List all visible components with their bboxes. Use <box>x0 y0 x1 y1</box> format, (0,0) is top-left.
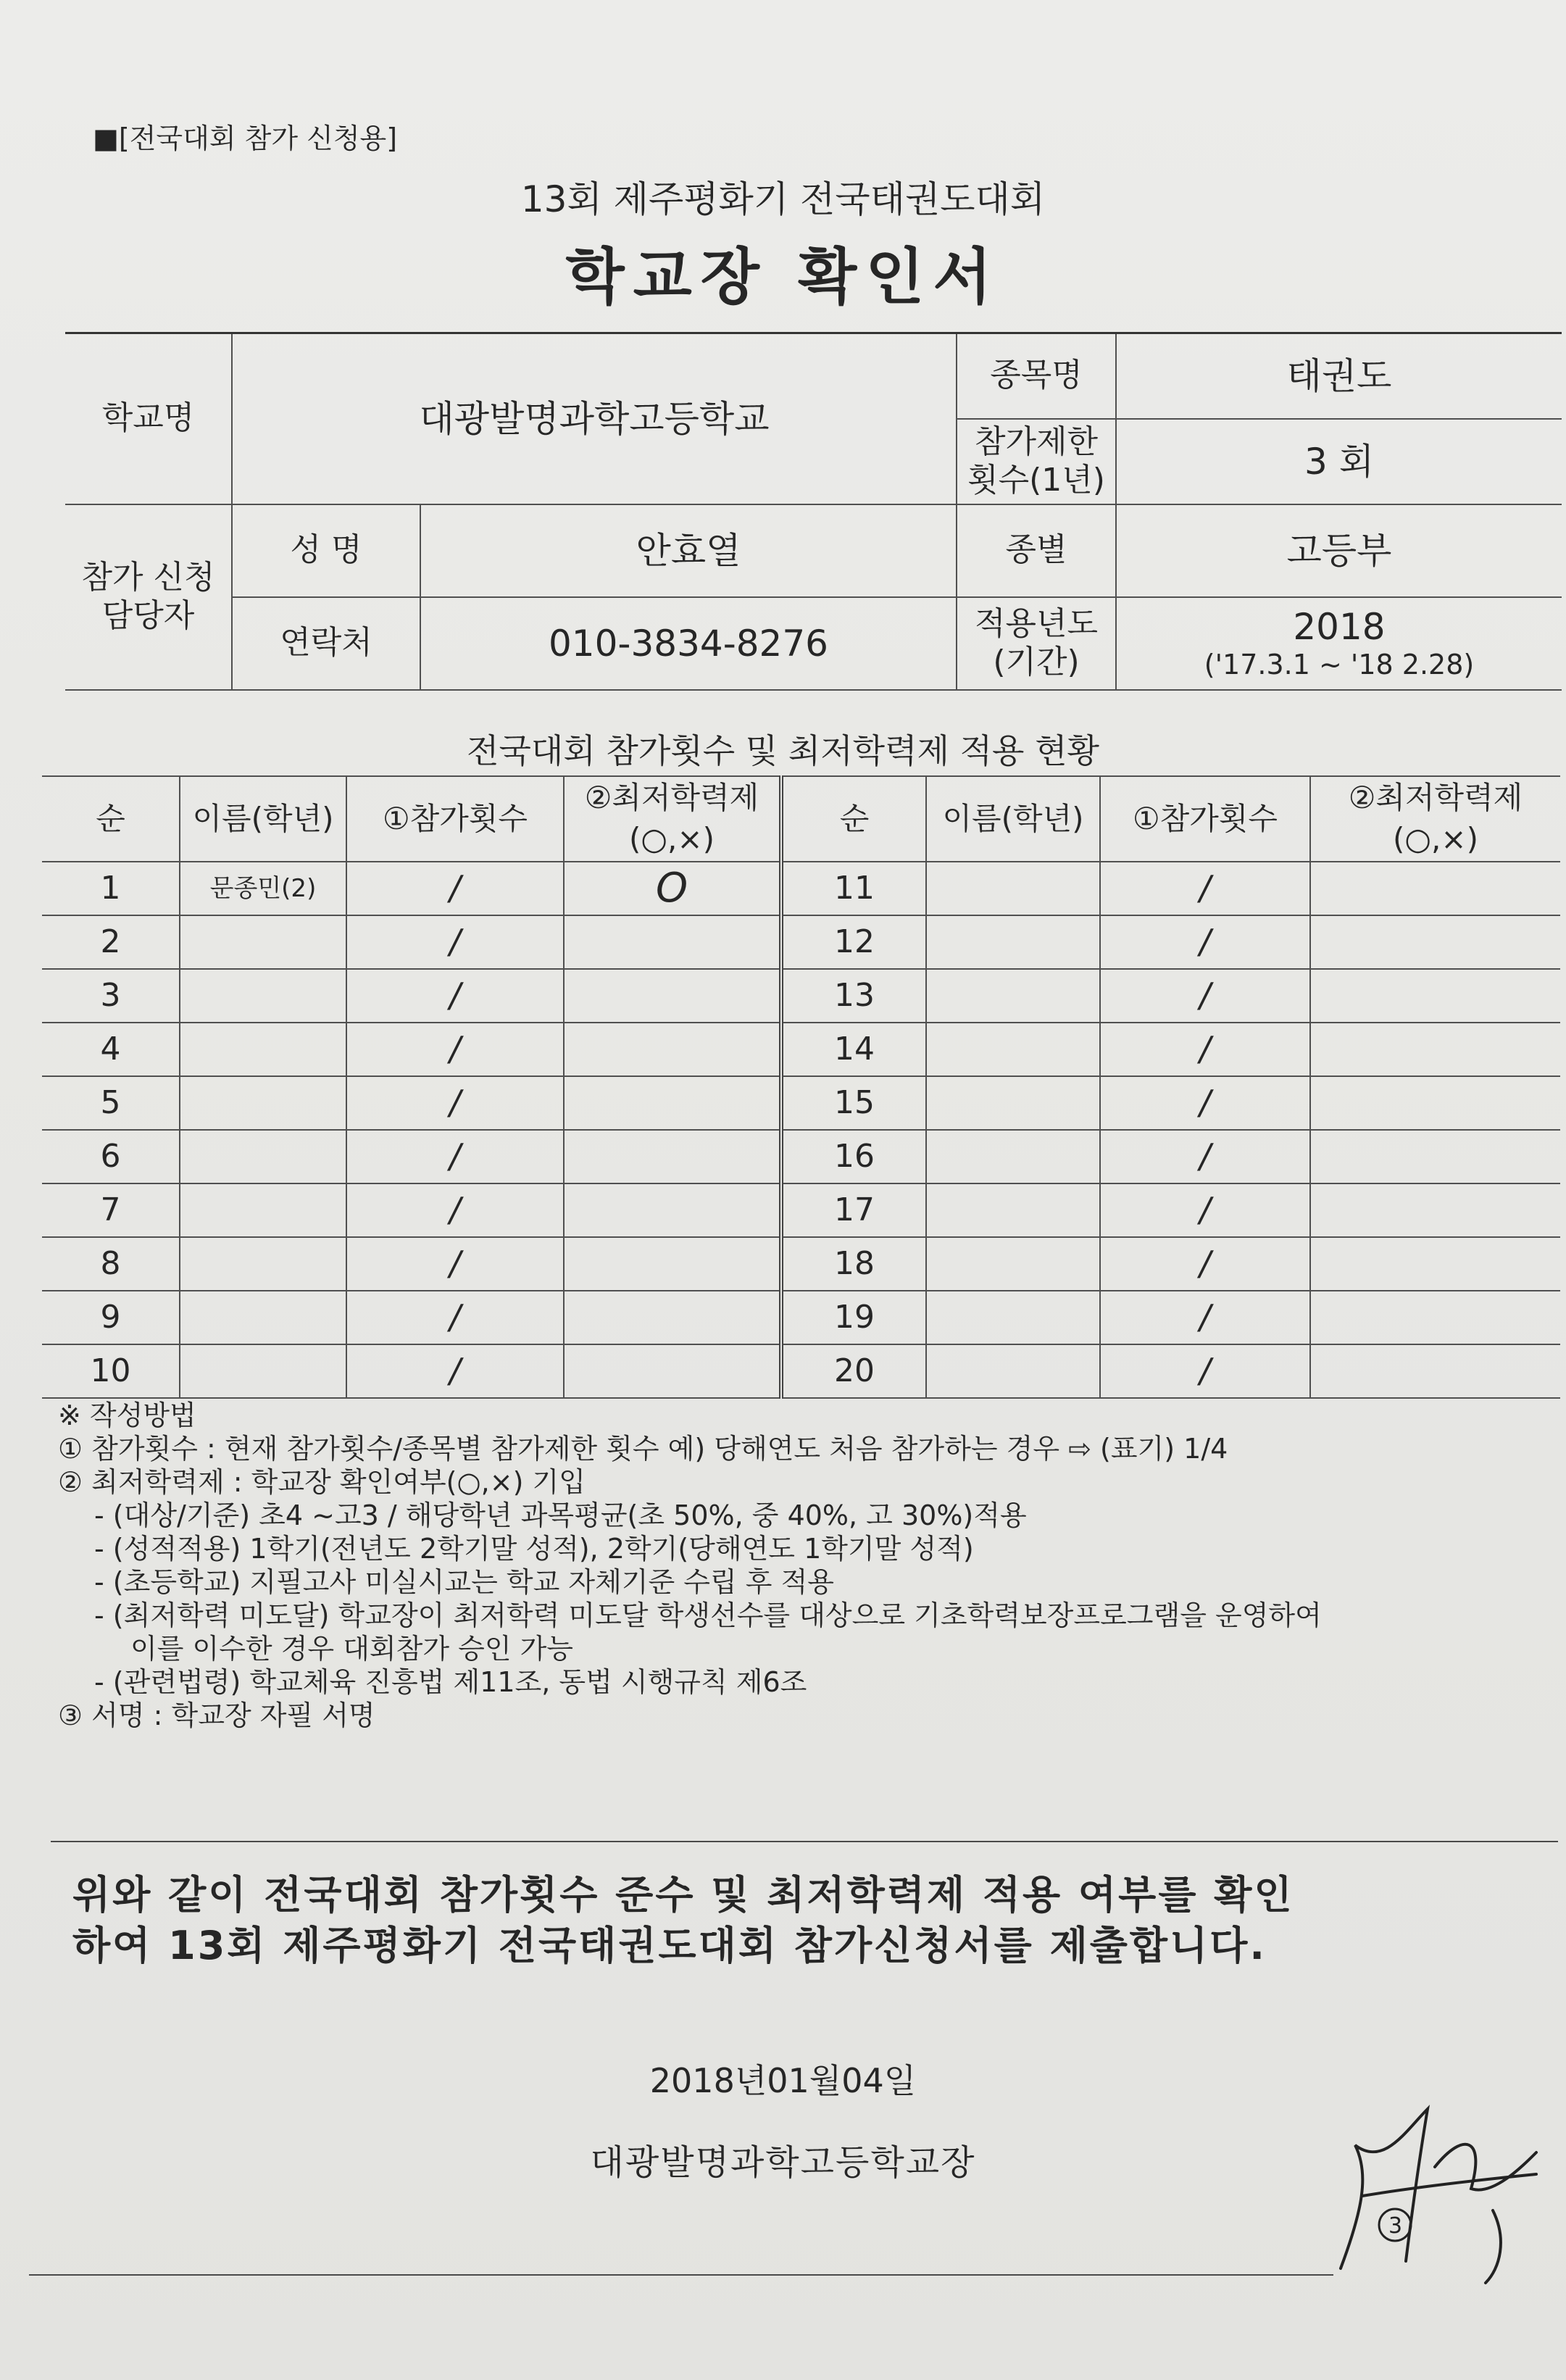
col-no-header: 순 <box>781 776 926 862</box>
row-number: 10 <box>42 1344 180 1398</box>
col-count-header: ①참가횟수 <box>346 776 564 862</box>
table-row <box>42 1023 1560 1076</box>
note-2: ② 최저학력제 : 학교장 확인여부(○,×) 기입 <box>58 1466 586 1498</box>
participation-count: / <box>1100 969 1310 1023</box>
min-grade-check <box>564 1291 781 1344</box>
phone-value: 010-3834-8276 <box>420 597 957 690</box>
student-name <box>180 1183 346 1237</box>
table-row <box>42 915 1560 969</box>
name-value: 안효열 <box>420 504 957 597</box>
student-name <box>926 1237 1100 1291</box>
division-value: 고등부 <box>1116 504 1562 597</box>
row-number: 8 <box>42 1237 180 1291</box>
col-name-header: 이름(학년) <box>926 776 1100 862</box>
row-number: 14 <box>781 1023 926 1076</box>
row-number: 1 <box>42 862 180 915</box>
table-row <box>42 1076 1560 1130</box>
school-value: 대광발명과학고등학교 <box>232 333 957 504</box>
min-grade-check <box>1310 1344 1560 1398</box>
participation-count: / <box>346 1344 564 1398</box>
divider-top <box>51 1841 1558 1842</box>
student-name <box>926 915 1100 969</box>
participation-count: / <box>1100 862 1310 915</box>
min-grade-check <box>564 1344 781 1398</box>
min-grade-check <box>1310 915 1560 969</box>
confirmation-line-2: 하여 13회 제주평화기 전국태권도대회 참가신청서를 제출합니다. <box>72 1923 1267 1968</box>
col-min-grade-header: ②최저학력제 (○,×) <box>1310 776 1560 862</box>
min-grade-check: O <box>564 862 781 915</box>
phone-label: 연락처 <box>232 597 420 690</box>
participation-status-table <box>42 775 1560 1399</box>
student-name <box>180 969 346 1023</box>
participation-count: / <box>346 969 564 1023</box>
row-number: 4 <box>42 1023 180 1076</box>
table-row <box>42 1237 1560 1291</box>
school-label: 학교명 <box>65 333 232 504</box>
participation-count: / <box>346 862 564 915</box>
student-name: 문종민(2) <box>180 862 346 915</box>
limit-value: 3 회 <box>1116 419 1562 504</box>
student-name <box>926 1130 1100 1183</box>
min-grade-check <box>564 1076 781 1130</box>
participation-count: / <box>1100 1023 1310 1076</box>
row-number: 6 <box>42 1130 180 1183</box>
note-2-target: - (대상/기준) 초4 ~고3 / 해당학년 과목평균(초 50%, 중 40%, 고 30%)적용 <box>94 1499 1027 1531</box>
min-grade-check <box>564 1237 781 1291</box>
min-grade-check <box>1310 862 1560 915</box>
name-label: 성 명 <box>232 504 420 597</box>
student-name <box>926 1076 1100 1130</box>
min-grade-check <box>1310 1130 1560 1183</box>
note-2-elementary: - (초등학교) 지필고사 미실시교는 학교 자체기준 수립 후 적용 <box>94 1566 834 1598</box>
row-number: 19 <box>781 1291 926 1344</box>
participation-count: / <box>346 1023 564 1076</box>
min-grade-check <box>564 915 781 969</box>
division-label: 종별 <box>957 504 1116 597</box>
year-value: 2018 <box>1293 605 1386 648</box>
document-title: 학교장 확인서 <box>565 241 1001 312</box>
limit-label: 참가제한 횟수(1년) <box>957 419 1116 504</box>
participation-count: / <box>1100 1076 1310 1130</box>
row-number: 3 <box>42 969 180 1023</box>
status-rows <box>42 862 1560 1398</box>
principal-title: 대광발명과학고등학교장 <box>590 2142 976 2183</box>
student-name <box>180 1130 346 1183</box>
form-type-tag: ■[전국대회 참가 신청용] <box>93 122 398 154</box>
min-grade-check <box>564 969 781 1023</box>
table-row <box>42 969 1560 1023</box>
col-no-header: 순 <box>42 776 180 862</box>
col-name-header: 이름(학년) <box>180 776 346 862</box>
writing-instructions <box>58 1399 1551 1732</box>
note-2-below-minimum: - (최저학력 미도달) 학교장이 최저학력 미도달 학생선수를 대상으로 기초학력보장프로그램을 운영하여 <box>94 1599 1322 1631</box>
student-name <box>180 1291 346 1344</box>
min-grade-check <box>564 1023 781 1076</box>
row-number: 11 <box>781 862 926 915</box>
min-grade-check <box>564 1183 781 1237</box>
participation-count: / <box>346 1237 564 1291</box>
issue-date: 2018년01월04일 <box>649 2061 917 2100</box>
year-label: 적용년도 (기간) <box>957 597 1116 690</box>
row-number: 18 <box>781 1237 926 1291</box>
divider-bottom <box>29 2274 1333 2276</box>
row-number: 16 <box>781 1130 926 1183</box>
participation-count: / <box>346 915 564 969</box>
row-number: 2 <box>42 915 180 969</box>
col-min-grade-header: ②최저학력제 (○,×) <box>564 776 781 862</box>
min-grade-check <box>1310 969 1560 1023</box>
participation-count: / <box>1100 915 1310 969</box>
min-grade-check <box>1310 1076 1560 1130</box>
note-2-grades: - (성적적용) 1학기(전년도 2학기말 성적), 2학기(당해연도 1학기말 성적) <box>94 1533 974 1565</box>
participation-count: / <box>1100 1237 1310 1291</box>
student-name <box>180 1023 346 1076</box>
student-name <box>926 1344 1100 1398</box>
student-name <box>180 1076 346 1130</box>
handwritten-signature <box>1319 2087 1558 2297</box>
notes-heading: ※ 작성방법 <box>58 1399 196 1431</box>
participation-count: / <box>1100 1130 1310 1183</box>
min-grade-check <box>1310 1237 1560 1291</box>
participation-count: / <box>346 1076 564 1130</box>
row-number: 15 <box>781 1076 926 1130</box>
table-row <box>42 1291 1560 1344</box>
participation-count: / <box>1100 1344 1310 1398</box>
event-title: 13회 제주평화기 전국태권도대회 <box>520 178 1046 220</box>
note-2-below-minimum-cont: 이를 이수한 경우 대회참가 승인 가능 <box>130 1633 574 1665</box>
student-name <box>926 1023 1100 1076</box>
row-number: 20 <box>781 1344 926 1398</box>
row-number: 13 <box>781 969 926 1023</box>
participation-count: / <box>1100 1291 1310 1344</box>
student-name <box>180 1237 346 1291</box>
svg-text:3: 3 <box>1388 2213 1403 2239</box>
confirmation-statement <box>72 1870 1522 1971</box>
min-grade-check <box>1310 1183 1560 1237</box>
event-value: 태권도 <box>1116 333 1562 419</box>
table-row <box>42 862 1560 915</box>
note-3: ③ 서명 : 학교장 자필 서명 <box>58 1699 375 1731</box>
col-count-header: ①참가횟수 <box>1100 776 1310 862</box>
student-name <box>926 1183 1100 1237</box>
row-number: 17 <box>781 1183 926 1237</box>
period-value: ('17.3.1 ~ '18 2.28) <box>1204 648 1475 681</box>
student-name <box>926 862 1100 915</box>
participation-count: / <box>346 1130 564 1183</box>
confirmation-line-1: 위와 같이 전국대회 참가횟수 준수 및 최저학력제 적용 여부를 확인 <box>72 1872 1294 1918</box>
table-row <box>42 1344 1560 1398</box>
row-number: 12 <box>781 915 926 969</box>
contact-group-label: 참가 신청 담당자 <box>65 504 232 690</box>
min-grade-check <box>1310 1023 1560 1076</box>
min-grade-check <box>1310 1291 1560 1344</box>
year-cell <box>1116 597 1562 690</box>
min-grade-check <box>564 1130 781 1183</box>
event-label: 종목명 <box>957 333 1116 419</box>
row-number: 7 <box>42 1183 180 1237</box>
status-title: 전국대회 참가횟수 및 최저학력제 적용 현황 <box>467 731 1099 770</box>
participation-count: / <box>1100 1183 1310 1237</box>
participation-count: / <box>346 1183 564 1237</box>
student-name <box>926 1291 1100 1344</box>
row-number: 5 <box>42 1076 180 1130</box>
student-name <box>926 969 1100 1023</box>
table-row <box>42 1183 1560 1237</box>
note-2-law: - (관련법령) 학교체육 진흥법 제11조, 동법 시행규칙 제6조 <box>94 1666 807 1698</box>
note-1: ① 참가횟수 : 현재 참가횟수/종목별 참가제한 횟수 예) 당해연도 처음 참가하는 경우 ⇨ (표기) 1/4 <box>58 1433 1228 1465</box>
student-name <box>180 1344 346 1398</box>
table-row <box>42 1130 1560 1183</box>
participation-count: / <box>346 1291 564 1344</box>
student-name <box>180 915 346 969</box>
applicant-info-table <box>65 332 1562 691</box>
row-number: 9 <box>42 1291 180 1344</box>
